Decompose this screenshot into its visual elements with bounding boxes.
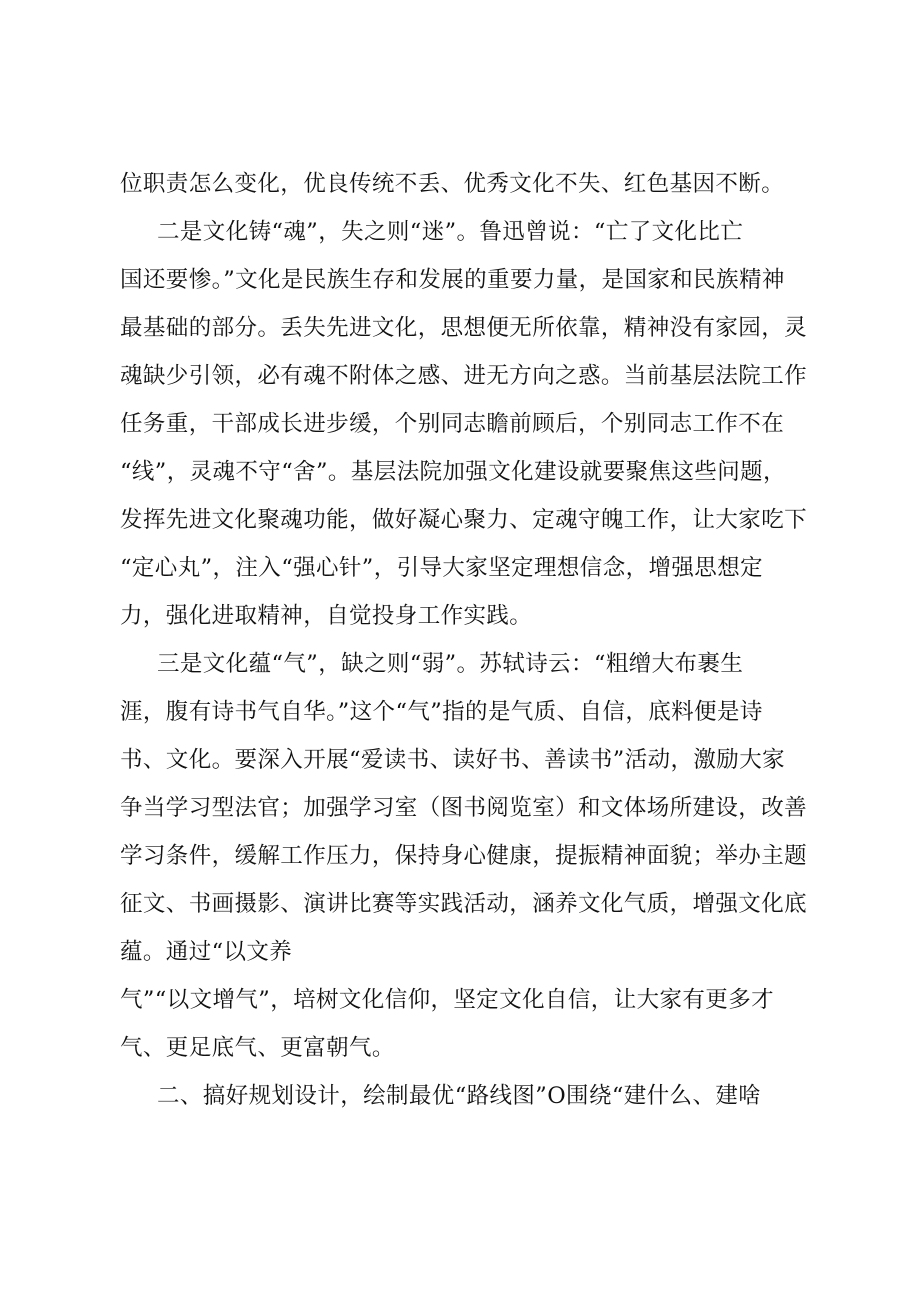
text-line: 学习条件，缓解工作压力，保持身心健康，提振精神面貌；举办主题 <box>120 843 808 869</box>
text-line: 发挥先进文化聚魂功能，做好凝心聚力、定魂守魄工作，让大家吃下 <box>120 507 808 533</box>
section-heading-line: 二、搞好规划设计，绘制最优“路线图”O围绕“建什么、建啥 <box>157 1083 762 1109</box>
text-line: 力，强化进取精神，自觉投身工作实践。 <box>120 603 533 629</box>
text-line: 气、更足底气、更富朝气。 <box>120 1035 395 1061</box>
text-line: 涯，腹有诗书气自华。”这个“气”指的是气质、自信，底料便是诗 <box>120 699 763 725</box>
text-line: “定心丸”，注入“强心针”，引导大家坚定理想信念，增强思想定 <box>120 555 764 581</box>
paragraph-start-line: 二是文化铸“魂”，失之则“迷”。鲁迅曾说：“亡了文化比亡 <box>157 219 744 245</box>
text-line: 最基础的部分。丢失先进文化，思想便无所依靠，精神没有家园，灵 <box>120 315 808 341</box>
text-line: 书、文化。要深入开展“爱读书、读好书、善读书”活动，激励大家 <box>120 747 786 773</box>
paragraph-start-line: 三是文化蕴“气”，缺之则“弱”。苏轼诗云：“粗缯大布裹生 <box>157 651 744 677</box>
text-line: 位职责怎么变化，优良传统不丢、优秀文化不失、红色基因不断。 <box>120 171 785 197</box>
text-line: 国还要惨。”文化是民族生存和发展的重要力量，是国家和民族精神 <box>120 267 785 293</box>
text-line: 任务重，干部成长进步缓，个别同志瞻前顾后，个别同志工作不在 <box>120 411 785 437</box>
text-line: 蕴。通过“以文养 <box>120 939 293 965</box>
text-line: “线”，灵魂不守“舍”。基层法院加强文化建设就要聚焦这些问题， <box>120 459 786 485</box>
text-line: 争当学习型法官；加强学习室（图书阅览室）和文体场所建设，改善 <box>120 795 808 821</box>
text-line: 征文、书画摄影、演讲比赛等实践活动，涵养文化气质，增强文化底 <box>120 891 808 917</box>
text-line: 气”“以文增气”，培树文化信仰，坚定文化自信，让大家有更多才 <box>120 987 775 1013</box>
text-line: 魂缺少引领，必有魂不附体之感、进无方向之惑。当前基层法院工作 <box>120 363 808 389</box>
